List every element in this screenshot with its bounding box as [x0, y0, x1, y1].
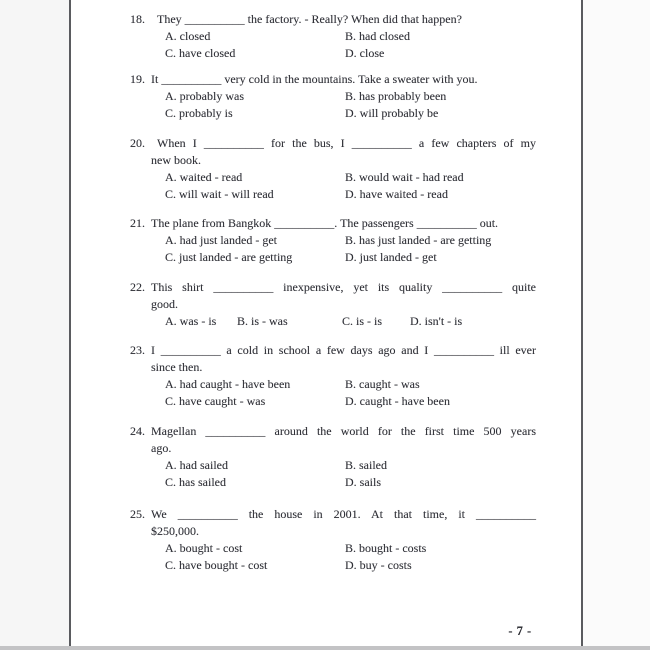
question-text: This shirt __________ inexpensive, yet its quality __________ quite — [151, 280, 536, 294]
question-stem-continued: since then. — [151, 360, 203, 374]
option-a: A. waited - read — [165, 170, 243, 184]
option-b: B. is - was — [237, 314, 288, 328]
option-b: B. has just landed - are getting — [345, 233, 492, 247]
options-row — [165, 313, 536, 330]
option-b: B. bought - costs — [345, 541, 427, 555]
option-b: B. has probably been — [345, 89, 447, 103]
question-23 — [130, 342, 536, 410]
question-stem-continued: good. — [151, 297, 178, 311]
scan-edge-bottom — [0, 646, 650, 650]
page-left-margin — [0, 0, 69, 646]
option-c: C. is - is — [342, 314, 383, 328]
option-d: D. sails — [345, 475, 381, 489]
page-right-margin — [583, 0, 650, 646]
options-row — [165, 88, 536, 105]
question-19 — [130, 71, 536, 122]
options-row — [165, 232, 536, 249]
question-text: When I __________ for the bus, I __________ a few chapters of my — [151, 136, 536, 150]
question-text: We __________ the house in 2001. At that time, it __________ — [151, 507, 536, 521]
options-row — [165, 474, 536, 491]
option-a: A. was - is — [165, 314, 217, 328]
question-text: I __________ a cold in school a few days ago and I __________ ill ever — [151, 343, 536, 357]
options-row — [165, 45, 536, 62]
option-d: D. close — [345, 46, 385, 60]
scan-edge-line-right — [581, 0, 583, 646]
options-row — [165, 393, 536, 410]
option-c: C. have closed — [165, 46, 236, 60]
option-a: A. had just landed - get — [165, 233, 277, 247]
question-22 — [130, 279, 536, 330]
question-stem-continued: $250,000. — [151, 524, 199, 538]
option-d: D. buy - costs — [345, 558, 412, 572]
options-row — [165, 105, 536, 122]
option-c: C. just landed - are getting — [165, 250, 293, 264]
question-stem — [130, 215, 536, 232]
question-number: 21. — [130, 216, 145, 230]
question-number: 23. — [130, 343, 145, 357]
question-number: 25. — [130, 507, 145, 521]
question-text: It __________ very cold in the mountains. Take a sweater with you. — [151, 72, 478, 86]
option-b: B. sailed — [345, 458, 387, 472]
question-stem-continued: ago. — [151, 441, 172, 455]
option-c: C. will wait - will read — [165, 187, 274, 201]
question-24 — [130, 423, 536, 491]
option-a: A. had caught - have been — [165, 377, 291, 391]
options-row — [165, 28, 536, 45]
option-d: D. will probably be — [345, 106, 439, 120]
question-text: Magellan __________ around the world for the first time 500 years — [151, 424, 536, 438]
question-stem — [130, 279, 536, 296]
question-number: 24. — [130, 424, 145, 438]
option-d: D. have waited - read — [345, 187, 448, 201]
option-a: A. closed — [165, 29, 211, 43]
options-row — [165, 376, 536, 393]
question-25 — [130, 506, 536, 574]
question-text: They __________ the factory. - Really? When did that happen? — [151, 12, 462, 26]
question-stem-continued: new book. — [151, 153, 201, 167]
option-b: B. caught - was — [345, 377, 420, 391]
question-21 — [130, 215, 536, 266]
option-c: C. has sailed — [165, 475, 226, 489]
option-a: A. had sailed — [165, 458, 228, 472]
options-row — [165, 169, 536, 186]
question-number: 19. — [130, 72, 145, 86]
scan-edge-line-left — [69, 0, 71, 646]
question-stem — [130, 71, 536, 88]
question-number: 18. — [130, 12, 145, 26]
options-row — [165, 540, 536, 557]
options-row — [165, 457, 536, 474]
page-number: - 7 - — [508, 624, 532, 638]
option-c: C. have bought - cost — [165, 558, 268, 572]
options-row — [165, 557, 536, 574]
question-stem — [130, 11, 536, 28]
option-a: A. bought - cost — [165, 541, 243, 555]
question-stem — [130, 506, 536, 523]
option-d: D. just landed - get — [345, 250, 437, 264]
question-number: 20. — [130, 136, 145, 150]
questions-container — [130, 0, 536, 574]
question-stem — [130, 342, 536, 359]
option-d: D. caught - have been — [345, 394, 450, 408]
option-c: C. probably is — [165, 106, 233, 120]
option-d: D. isn't - is — [410, 314, 463, 328]
option-a: A. probably was — [165, 89, 244, 103]
options-row — [165, 249, 536, 266]
options-row — [165, 186, 536, 203]
option-b: B. had closed — [345, 29, 410, 43]
question-text: The plane from Bangkok __________. The passengers __________ out. — [151, 216, 499, 230]
question-number: 22. — [130, 280, 145, 294]
option-b: B. would wait - had read — [345, 170, 464, 184]
question-stem — [130, 135, 536, 152]
question-18 — [130, 11, 536, 62]
question-20 — [130, 135, 536, 203]
question-stem — [130, 423, 536, 440]
option-c: C. have caught - was — [165, 394, 266, 408]
